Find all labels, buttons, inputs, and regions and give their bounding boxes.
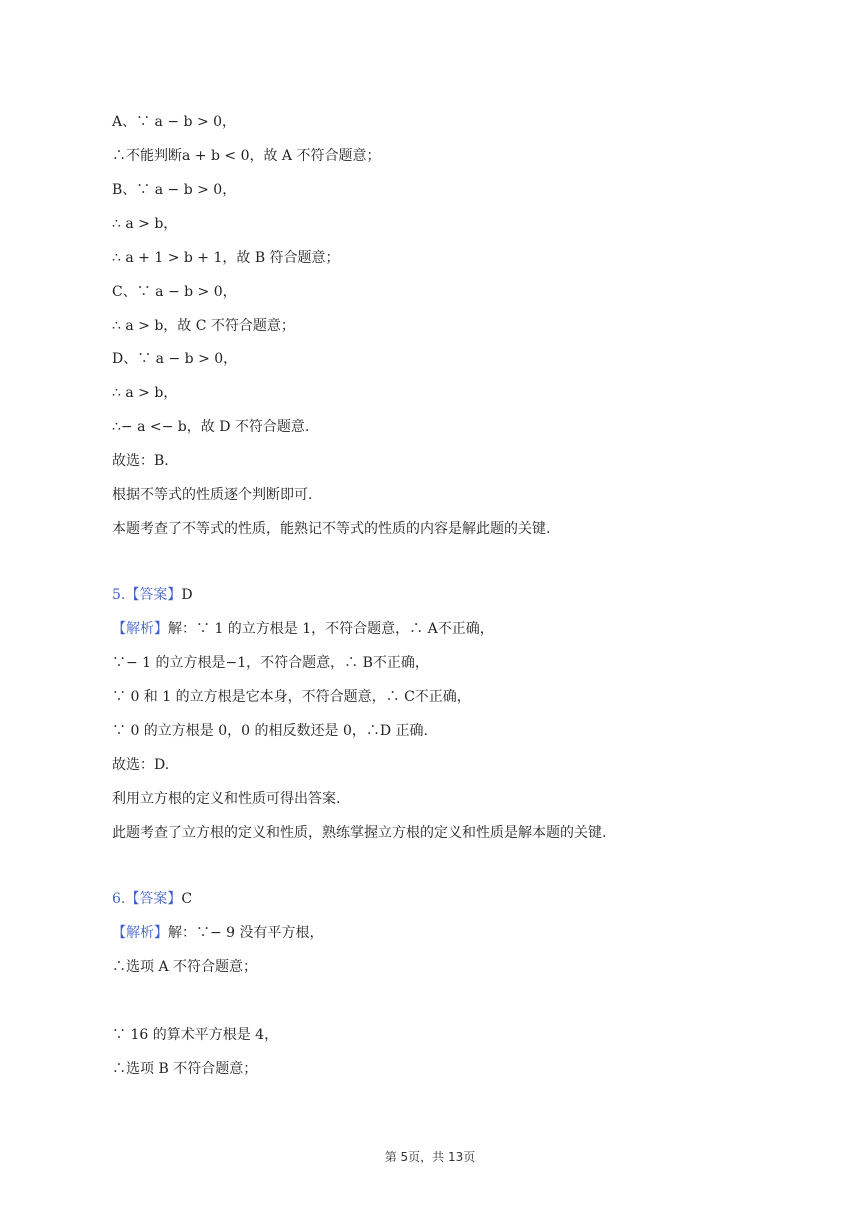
page-footer: 第 5页，共 13页 bbox=[384, 1150, 476, 1164]
text-line: ∵ 16 的算术平方根是 4， bbox=[112, 1027, 279, 1043]
answer-label: 5.【答案】 bbox=[112, 587, 182, 603]
analysis-text: 解：∵ 1 的立方根是 1，不符合题意，∴ A不正确， bbox=[168, 621, 494, 637]
analysis-text: 解：∵− 9 没有平方根， bbox=[168, 925, 324, 941]
text-line: ∵− 1 的立方根是−1，不符合题意，∴ B不正确， bbox=[112, 655, 429, 671]
answer-value: C bbox=[181, 891, 193, 907]
answer-label: 6.【答案】 bbox=[112, 891, 182, 907]
text-line: ∴ a > b，故 C 不符合题意； bbox=[112, 318, 295, 334]
text-line: ∵ 0 和 1 的立方根是它本身，不符合题意，∴ C不正确， bbox=[112, 689, 471, 705]
text-line: 故选：B. bbox=[112, 453, 169, 469]
text-line: ∴选项 B 不符合题意； bbox=[112, 1061, 258, 1077]
text-line: A、∵ a − b > 0， bbox=[112, 114, 237, 130]
text-line: ∴ a > b， bbox=[112, 216, 178, 232]
answer-value: D bbox=[181, 587, 193, 603]
text-line: 故选：D. bbox=[112, 757, 170, 773]
question-6-analysis bbox=[112, 923, 324, 943]
text-line: 此题考查了立方根的定义和性质，熟练掌握立方根的定义和性质是解本题的关键. bbox=[112, 825, 607, 841]
analysis-label: 【解析】 bbox=[112, 621, 168, 637]
analysis-label: 【解析】 bbox=[112, 925, 168, 941]
text-line: D、∵ a − b > 0， bbox=[112, 351, 238, 367]
text-line: C、∵ a − b > 0， bbox=[112, 284, 237, 300]
text-line: 本题考查了不等式的性质，能熟记不等式的性质的内容是解此题的关键. bbox=[112, 521, 551, 537]
question-5-answer bbox=[112, 585, 193, 605]
text-line: ∴− a <− b，故 D 不符合题意. bbox=[112, 419, 310, 435]
question-6-answer bbox=[112, 889, 192, 909]
text-line: ∴选项 A 不符合题意； bbox=[112, 959, 258, 975]
text-line: ∴ a + 1 > b + 1，故 B 符合题意； bbox=[112, 250, 340, 266]
text-line: B、∵ a − b > 0， bbox=[112, 182, 237, 198]
text-line: ∴不能判断a + b < 0，故 A 不符合题意； bbox=[112, 148, 381, 164]
text-line: ∴ a > b， bbox=[112, 385, 178, 401]
text-line: 利用立方根的定义和性质可得出答案. bbox=[112, 791, 341, 807]
text-line: ∵ 0 的立方根是 0，0 的相反数还是 0，∴D 正确. bbox=[112, 723, 429, 739]
question-5-analysis bbox=[112, 619, 494, 639]
text-line: 根据不等式的性质逐个判断即可. bbox=[112, 487, 313, 503]
